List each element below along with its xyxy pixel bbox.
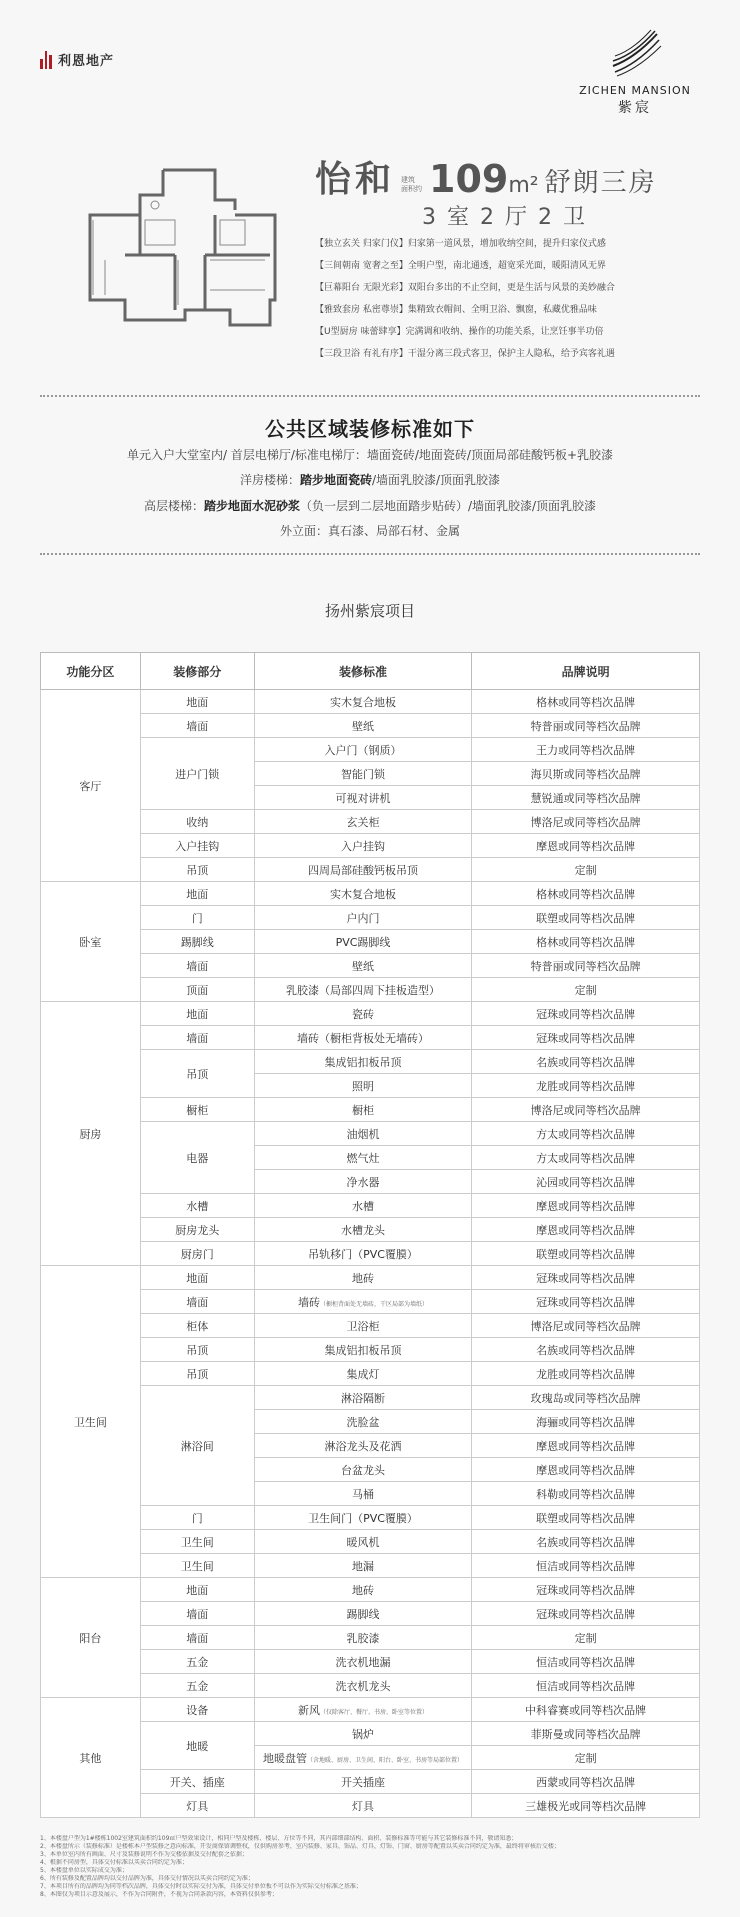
table-row: 进户门锁 入户门（钢质） 王力或同等档次品牌 — [41, 738, 700, 762]
table-row: 墙面 踢脚线 冠珠或同等档次品牌 — [41, 1602, 700, 1626]
table-row: 墙面 壁纸 特普丽或同等档次品牌 — [41, 714, 700, 738]
table-row: 吊顶 集成铝扣板吊顶 名族或同等档次品牌 — [41, 1338, 700, 1362]
table-row: 厨房 地面 瓷砖 冠珠或同等档次品牌 — [41, 1002, 700, 1026]
table-row: 电器 油烟机 方太或同等档次品牌 — [41, 1122, 700, 1146]
table-row: 踢脚线 PVC踢脚线 格林或同等档次品牌 — [41, 930, 700, 954]
note-line: 3、本单位室内所有画面、尺寸及装修说明不作为交楼依据及交付配套之依据； — [40, 1851, 248, 1858]
public-standard-villa-stairs: 洋房楼梯：踏步地面瓷砖/墙面乳胶漆/顶面乳胶漆 — [239, 473, 501, 487]
disclaimer-notes — [40, 1835, 700, 1899]
table-row: 橱柜 橱柜 博洛尼或同等档次品牌 — [41, 1098, 700, 1122]
room-layout: 3室2厅2卫 — [422, 205, 596, 230]
table-row: 智能门锁 海贝斯或同等档次品牌 — [41, 762, 700, 786]
table-row: 厨房龙头 水槽龙头 摩恩或同等档次品牌 — [41, 1218, 700, 1242]
developer-logo — [40, 50, 114, 69]
table-row: 卫生间 地漏 恒洁或同等档次品牌 — [41, 1554, 700, 1578]
table-row: 地暖盘管（含地暖、厨房、卫生间、阳台、卧室、书房等局部位置） 定制 — [41, 1746, 700, 1770]
table-row: 开关、插座 开关插座 西蒙或同等档次品牌 — [41, 1770, 700, 1794]
note-line: 2、本楼盘所示（装修标准）是楼栋本户型装修之意向标准，开发商保留调整权，仅供购房参考，室内装修、家具、饰品、灯具、灯饰、门窗、厨房等配置以买卖合同约定为准，最终将审核后交楼； — [40, 1843, 560, 1850]
zone-cell: 其他 — [41, 1698, 141, 1818]
zone-cell: 卫生间 — [41, 1266, 141, 1578]
table-row: 燃气灶 方太或同等档次品牌 — [41, 1146, 700, 1170]
table-row: 水槽 水槽 摩恩或同等档次品牌 — [41, 1194, 700, 1218]
brand-chinese-name: 紫宸 — [618, 100, 652, 116]
developer-name: 利恩地产 — [58, 54, 115, 69]
table-row: 净水器 沁园或同等档次品牌 — [41, 1170, 700, 1194]
public-standard-facade: 外立面：真石漆、局部石材、金属 — [279, 524, 460, 538]
area-label: 建筑 面积约 — [401, 176, 423, 193]
note-line: 8、本图仅为项目示意及展示，不作为合同附件，不视为合同条款内容，本资料仅供参考； — [40, 1891, 278, 1898]
column-header: 功能分区 — [41, 653, 141, 690]
decoration-standard-table — [40, 652, 700, 1818]
table-row: 吊顶 集成铝扣板吊顶 名族或同等档次品牌 — [41, 1050, 700, 1074]
unit-type: 舒朗三房 — [544, 168, 657, 199]
zone-cell: 客厅 — [41, 690, 141, 882]
dotted-divider — [40, 395, 700, 397]
table-row: 墙面 墙砖（橱柜背板处无墙砖） 冠珠或同等档次品牌 — [41, 1026, 700, 1050]
table-row: 台盆龙头 摩恩或同等档次品牌 — [41, 1458, 700, 1482]
table-row: 照明 龙胜或同等档次品牌 — [41, 1074, 700, 1098]
table-row: 卫生间 暖风机 名族或同等档次品牌 — [41, 1530, 700, 1554]
table-header-row — [41, 653, 700, 690]
table-row: 灯具 灯具 三雄极光或同等档次品牌 — [41, 1794, 700, 1818]
brand-english-name: ZICHEN MANSION — [579, 84, 691, 97]
table-row: 洗脸盆 海骊或同等档次品牌 — [41, 1410, 700, 1434]
table-row: 厨房门 吊轨移门（PVC覆膜） 联塑或同等档次品牌 — [41, 1242, 700, 1266]
table-row: 入户挂钩 入户挂钩 摩恩或同等档次品牌 — [41, 834, 700, 858]
floor-plan-image — [65, 160, 290, 330]
column-header: 品牌说明 — [472, 653, 700, 690]
note-line: 6、所有装修及配置品牌均以交付品牌为准，具体交付情况以买卖合同约定为准； — [40, 1875, 254, 1882]
table-row: 淋浴间 淋浴隔断 玫瑰岛或同等档次品牌 — [41, 1386, 700, 1410]
zone-cell: 阳台 — [41, 1578, 141, 1698]
table-row: 阳台 地面 地砖 冠珠或同等档次品牌 — [41, 1578, 700, 1602]
developer-logo-icon — [40, 51, 52, 69]
table-row: 收纳 玄关柜 博洛尼或同等档次品牌 — [41, 810, 700, 834]
zone-cell: 厨房 — [41, 1002, 141, 1266]
zone-cell: 卧室 — [41, 882, 141, 1002]
area-unit: m² — [508, 173, 539, 198]
project-title: 扬州紫宸项目 — [324, 602, 415, 620]
table-row: 淋浴龙头及花洒 摩恩或同等档次品牌 — [41, 1434, 700, 1458]
table-row: 可视对讲机 慧锐通或同等档次品牌 — [41, 786, 700, 810]
note-line: 1、本楼盘户型为1#楼栋1002室建筑面积约109㎡户型效果设计，相同户型及楼栋、楼层、方位等不同，其内部细部结构、面积、装修标准等可能与其它装修标准不同，敬请知悉； — [40, 1835, 518, 1842]
brand-swirl-icon — [605, 28, 665, 78]
public-area-title: 公共区域装修标准如下 — [265, 417, 475, 441]
table-row: 马桶 科勒或同等档次品牌 — [41, 1482, 700, 1506]
dotted-divider — [40, 553, 700, 555]
feature-list — [315, 233, 705, 365]
table-row: 卧室 地面 实木复合地板 格林或同等档次品牌 — [41, 882, 700, 906]
unit-name: 怡和 — [315, 159, 396, 200]
note-line: 4、根据不同房型，具体交付标准以买卖合同约定为准； — [40, 1859, 188, 1866]
feature-item: 【巨幕阳台 无限光彩】双阳台多出的不止空间，更是生活与风景的美妙融合 — [315, 283, 615, 293]
table-row: 门 卫生间门（PVC覆膜） 联塑或同等档次品牌 — [41, 1506, 700, 1530]
table-row: 吊顶 集成灯 龙胜或同等档次品牌 — [41, 1362, 700, 1386]
feature-item: 【U型厨房 味蕾肆享】完满调和收纳、操作的功能关系，让烹饪事半功倍 — [315, 327, 604, 337]
table-row: 五金 洗衣机地漏 恒洁或同等档次品牌 — [41, 1650, 700, 1674]
note-line: 7、本项目所有的品牌均为同等档次品牌，具体交付时以实际交付为准，具体交付单位板不可以作为实际交付标准之基准； — [40, 1883, 362, 1890]
table-row: 吊顶 四周局部硅酸钙板吊顶 定制 — [41, 858, 700, 882]
note-line: 5、本楼盘单位以实际成交为准； — [40, 1867, 128, 1874]
unit-title — [315, 157, 657, 201]
feature-item: 【雅致套房 私密尊崇】集精致衣帽间、全明卫浴、飘窗，私藏优雅品味 — [315, 305, 597, 315]
table-row: 五金 洗衣机龙头 恒洁或同等档次品牌 — [41, 1674, 700, 1698]
public-standard-highrise-stairs: 高层楼梯：踏步地面水泥砂浆（负一层到二层地面踏步贴砖）/墙面乳胶漆/顶面乳胶漆 — [143, 499, 597, 513]
feature-item: 【三间朝南 宽奢之至】全明户型，南北通透，超宽采光面，暖阳清风无界 — [315, 261, 606, 271]
column-header: 装修部分 — [140, 653, 254, 690]
table-row: 地暖 锅炉 菲斯曼或同等档次品牌 — [41, 1722, 700, 1746]
table-row: 门 户内门 联塑或同等档次品牌 — [41, 906, 700, 930]
public-standard-lobby: 单元入户大堂室内/ 首层电梯厅/标准电梯厅：墙面瓷砖/地面瓷砖/顶面局部硅酸钙板+乳胶漆 — [126, 448, 614, 462]
feature-item: 【三段卫浴 有礼有序】干湿分离三段式客卫，保护主人隐私，给予宾客礼遇 — [315, 349, 615, 359]
table-row: 客厅 地面 实木复合地板 格林或同等档次品牌 — [41, 690, 700, 714]
unit-area: 109 — [429, 157, 509, 201]
table-row: 墙面 乳胶漆 定制 — [41, 1626, 700, 1650]
table-row: 卫生间 地面 地砖 冠珠或同等档次品牌 — [41, 1266, 700, 1290]
table-row: 墙面 壁纸 特普丽或同等档次品牌 — [41, 954, 700, 978]
table-row: 其他 设备 新风（仅除客厅、餐厅、书房、卧室等位置） 中科睿赛或同等档次品牌 — [41, 1698, 700, 1722]
project-brand — [570, 28, 700, 117]
table-row: 柜体 卫浴柜 博洛尼或同等档次品牌 — [41, 1314, 700, 1338]
table-row: 顶面 乳胶漆（局部四周下挂板造型） 定制 — [41, 978, 700, 1002]
feature-item: 【独立玄关 归家门仪】归家第一道风景，增加收纳空间，提升归家仪式感 — [315, 239, 606, 249]
table-row: 墙面 墙砖（橱柜背面处无墙砖，干区局部为墙纸） 冠珠或同等档次品牌 — [41, 1290, 700, 1314]
column-header: 装修标准 — [254, 653, 472, 690]
